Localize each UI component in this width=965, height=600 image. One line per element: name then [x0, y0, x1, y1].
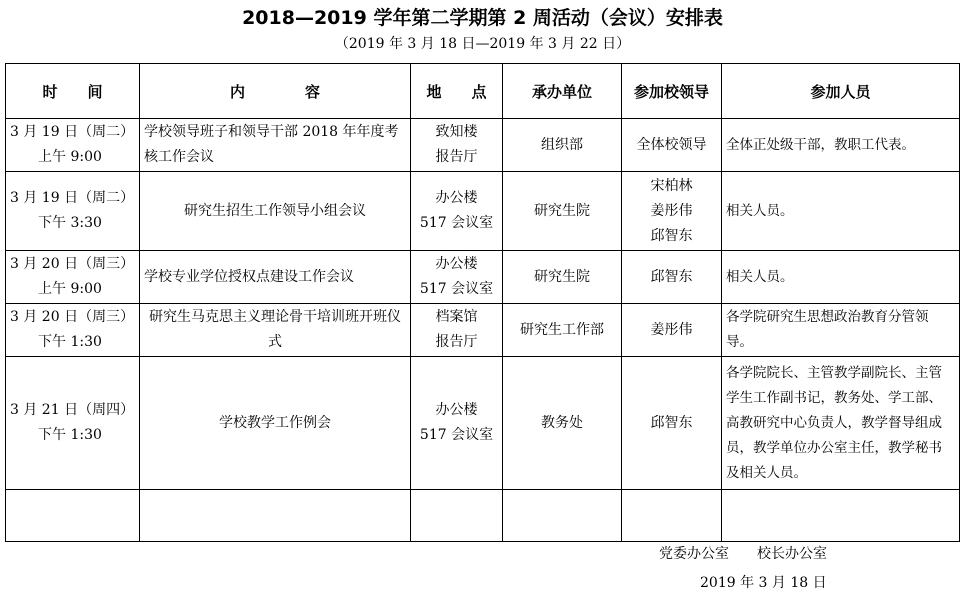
leaders-cell — [622, 172, 722, 251]
date-range-subtitle: （2019 年 3 月 18 日—2019 年 3 月 22 日） — [334, 36, 631, 52]
place-line: 517 会议室 — [419, 427, 494, 443]
participants-cell: 各学院研究生思想政治教育分管领导。 — [722, 304, 960, 357]
leader-name: 姜彤伟 — [650, 321, 693, 338]
time-cell — [6, 357, 140, 490]
table-header-row — [6, 64, 960, 119]
place-line: 办公楼 — [435, 190, 478, 206]
empty-cell — [622, 490, 722, 542]
table-row — [6, 304, 960, 357]
table-row — [6, 172, 960, 251]
participants-cell: 相关人员。 — [722, 251, 960, 304]
organizer-cell: 研究生工作部 — [503, 304, 622, 357]
header-content: 内 容 — [140, 64, 411, 119]
date-text: 3 月 20 日（周三） — [10, 309, 135, 325]
issuing-offices: 党委办公室 校长办公室 — [659, 546, 827, 562]
place-line: 办公楼 — [435, 402, 478, 418]
header-organizer: 承办单位 — [503, 64, 622, 119]
leaders-cell — [622, 251, 722, 304]
place-cell — [411, 357, 503, 490]
time-cell — [6, 172, 140, 251]
place-line: 报告厅 — [435, 334, 478, 350]
organizer-cell: 研究生院 — [503, 251, 622, 304]
date-text: 3 月 19 日（周二） — [10, 190, 135, 206]
place-line: 517 会议室 — [419, 281, 494, 297]
table-row — [6, 251, 960, 304]
leader-name: 姜彤伟 — [650, 202, 693, 219]
empty-cell — [503, 490, 622, 542]
time-cell — [6, 119, 140, 172]
header-leaders: 参加校领导 — [622, 64, 722, 119]
participants-cell: 各学院院长、主管教学副院长、主管学生工作副书记，教务处、学工部、高教研究中心负责人，教学督导组成员，教学单位办公室主任，教学秘书及相关人员。 — [722, 357, 960, 490]
place-line: 致知楼 — [435, 124, 478, 140]
content-cell: 学校教学工作例会 — [140, 357, 411, 490]
content-cell: 学校领导班子和领导干部 2018 年年度考核工作会议 — [140, 119, 411, 172]
leader-name: 邱智东 — [650, 268, 693, 285]
organizer-cell: 研究生院 — [503, 172, 622, 251]
header-participants: 参加人员 — [722, 64, 960, 119]
place-cell — [411, 172, 503, 251]
page-title: 2018—2019 学年第二学期第 2 周活动（会议）安排表 — [242, 7, 723, 29]
empty-cell — [722, 490, 960, 542]
place-line: 档案馆 — [435, 309, 478, 325]
content-cell: 学校专业学位授权点建设工作会议 — [140, 251, 411, 304]
place-cell — [411, 119, 503, 172]
header-place: 地 点 — [411, 64, 503, 119]
issue-date: 2019 年 3 月 18 日 — [700, 575, 827, 591]
place-line: 办公楼 — [435, 256, 478, 272]
content-cell: 研究生马克思主义理论骨干培训班开班仪式 — [140, 304, 411, 357]
clock-text: 上午 9:00 — [38, 149, 102, 165]
leader-name: 全体校领导 — [636, 136, 707, 153]
place-line: 517 会议室 — [419, 215, 494, 231]
empty-cell — [6, 490, 140, 542]
place-cell — [411, 251, 503, 304]
place-line: 报告厅 — [435, 149, 478, 165]
organizer-cell: 组织部 — [503, 119, 622, 172]
clock-text: 下午 1:30 — [38, 427, 102, 443]
schedule-table — [5, 63, 960, 542]
clock-text: 下午 1:30 — [38, 334, 102, 350]
leaders-cell — [622, 119, 722, 172]
empty-cell — [140, 490, 411, 542]
time-cell — [6, 251, 140, 304]
content-cell: 研究生招生工作领导小组会议 — [140, 172, 411, 251]
place-cell — [411, 304, 503, 357]
leader-name: 邱智东 — [650, 414, 693, 431]
leader-name: 邱智东 — [650, 227, 693, 244]
date-text: 3 月 19 日（周二） — [10, 124, 135, 140]
header-time: 时 间 — [6, 64, 140, 119]
leaders-cell — [622, 304, 722, 357]
date-text: 3 月 21 日（周四） — [10, 402, 135, 418]
empty-row — [6, 490, 960, 542]
participants-cell: 全体正处级干部，教职工代表。 — [722, 119, 960, 172]
date-text: 3 月 20 日（周三） — [10, 256, 135, 272]
clock-text: 下午 3:30 — [38, 215, 102, 231]
clock-text: 上午 9:00 — [38, 281, 102, 297]
participants-cell: 相关人员。 — [722, 172, 960, 251]
table-row — [6, 357, 960, 490]
leader-name: 宋柏林 — [650, 177, 693, 194]
table-row — [6, 119, 960, 172]
leaders-cell — [622, 357, 722, 490]
organizer-cell: 教务处 — [503, 357, 622, 490]
time-cell — [6, 304, 140, 357]
empty-cell — [411, 490, 503, 542]
